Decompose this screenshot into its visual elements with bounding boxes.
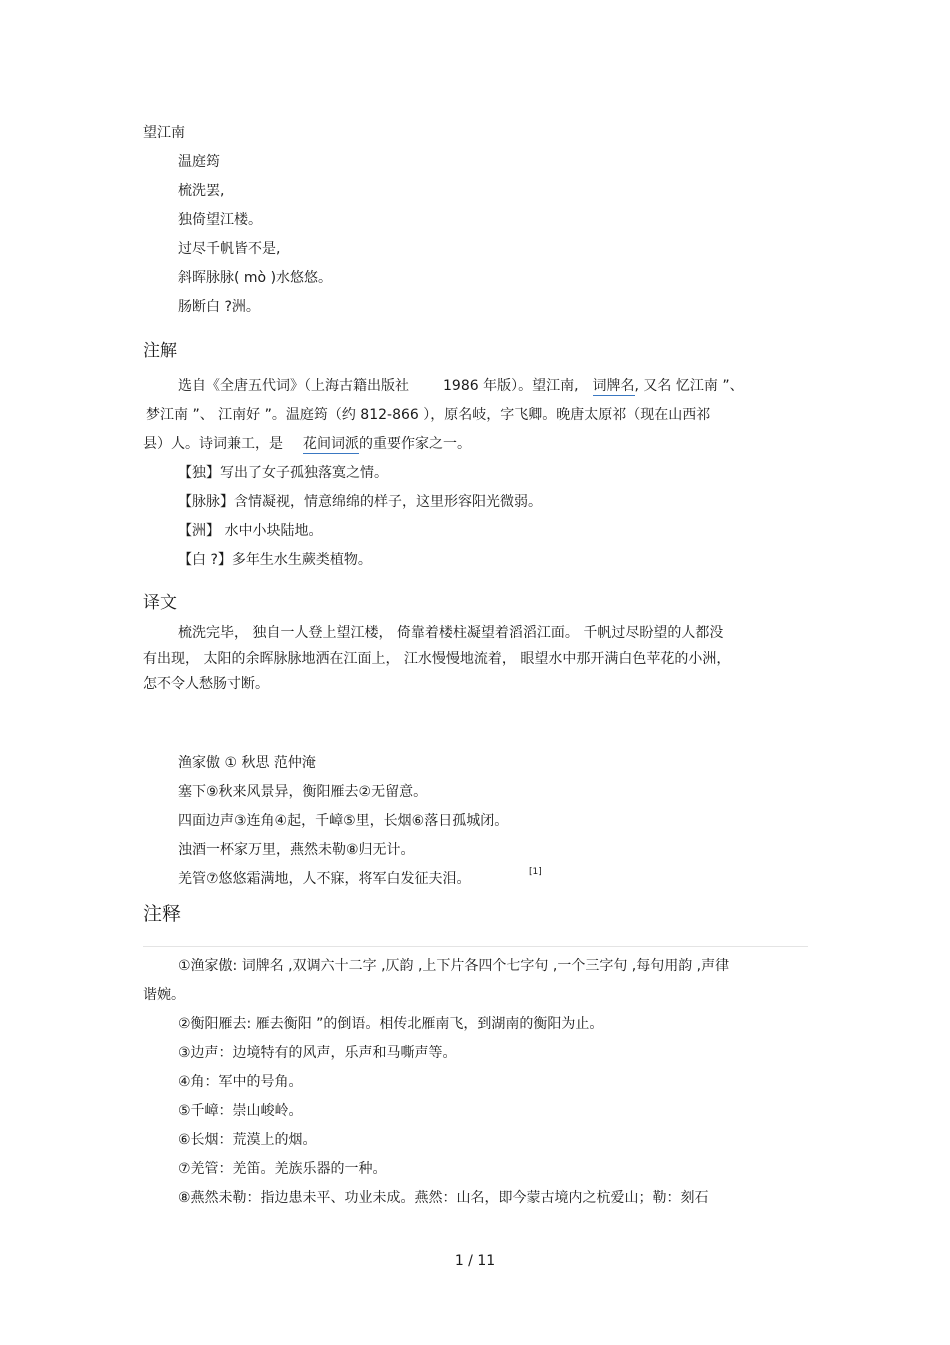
note-paragraph: 梦江南 ”、 江南好 ”。温庭筠（约 812-866 ），原名岐，字飞卿。晚唐太原祁（现在山西祁 [146,407,711,423]
poem-line: 羌管⑦悠悠霜满地，人不寐，将军白发征夫泪。 [178,871,471,887]
note-text: 的重要作家之一。 [359,436,471,452]
note-paragraph [178,377,744,395]
divider [143,946,808,947]
section-heading-annotations: 注释 [143,903,182,925]
section-heading-notes: 注解 [143,341,177,361]
link-huajian-school[interactable]: 花间词派 [303,436,359,452]
poem-line: 独倚望江楼。 [178,212,262,228]
note-item: 【脉脉】含情凝视，情意绵绵的样子，这里形容阳光微弱。 [178,494,542,510]
note-item: 【白 ?】多年生水生蕨类植物。 [178,552,372,568]
annotation-item: ②衡阳雁去: 雁去衡阳 ”的倒语。相传北雁南飞，到湖南的衡阳为止。 [178,1016,604,1032]
footnote-reference[interactable]: [1] [529,867,542,877]
section-heading-translation: 译文 [143,593,177,613]
annotation-item: ⑦羌管：羌笛。羌族乐器的一种。 [178,1161,387,1177]
poem-line: 浊酒一杯家万里，燕然未勒⑧归无计。 [178,842,415,858]
poem-title: 望江南 [143,125,185,141]
poem-line: 过尽千帆皆不是, [178,241,281,257]
note-item: 【独】写出了女子孤独落寞之情。 [178,465,388,481]
note-text: 1986 年版）。望江南, [443,378,579,394]
poem-title: 渔家傲 ① 秋思 范仲淹 [178,755,316,771]
annotation-item: ③边声：边境特有的风声，乐声和马嘶声等。 [178,1045,457,1061]
poem-line: 塞下⑨秋来风景异，衡阳雁去②无留意。 [178,784,428,800]
annotation-item: ④角：军中的号角。 [178,1074,303,1090]
note-item: 【洲】 水中小块陆地。 [178,523,323,539]
poem-author: 温庭筠 [178,154,220,170]
annotation-item: ⑥长烟：荒漠上的烟。 [178,1132,317,1148]
annotation-item: ⑤千嶂：崇山峻岭。 [178,1103,303,1119]
annotation-item: 谐婉。 [143,987,185,1003]
note-paragraph [143,435,471,453]
translation-line: 有出现， 太阳的余晖脉脉地洒在江面上， 江水慢慢地流着， 眼望水中那开满白色苹花的小洲， [143,651,731,667]
translation-line: 怎不令人愁肠寸断。 [143,676,269,692]
note-text: 县）人。诗词兼工，是 [143,436,283,452]
annotation-item: ⑧燕然未勒：指边患未平、功业未成。燕然：山名，即今蒙古境内之杭爱山；勒：刻石 [178,1190,709,1206]
poem-line: 梳洗罢, [178,183,225,199]
poem-line: 斜晖脉脉( mò )水悠悠。 [178,270,333,286]
poem-line: 四面边声③连角④起，千嶂⑤里，长烟⑥落日孤城闭。 [178,813,509,829]
note-text: , 又名 忆江南 ”、 [634,378,744,394]
poem-line: 肠断白 ?洲。 [178,299,260,315]
page-number: 1 / 11 [454,1253,496,1269]
translation-line: 梳洗完毕， 独自一人登上望江楼， 倚靠着楼柱凝望着滔滔江面。 千帆过尽盼望的人都没 [178,625,724,641]
note-text: 选自《全唐五代词》（上海古籍出版社 [178,378,409,394]
annotation-item: ①渔家傲: 词牌名 ,双调六十二字 ,仄韵 ,上下片各四个七字句 ,一个三字句 ,每句用韵 ,声律 [178,958,730,974]
link-cipai-name[interactable]: 词牌名 [592,378,635,394]
